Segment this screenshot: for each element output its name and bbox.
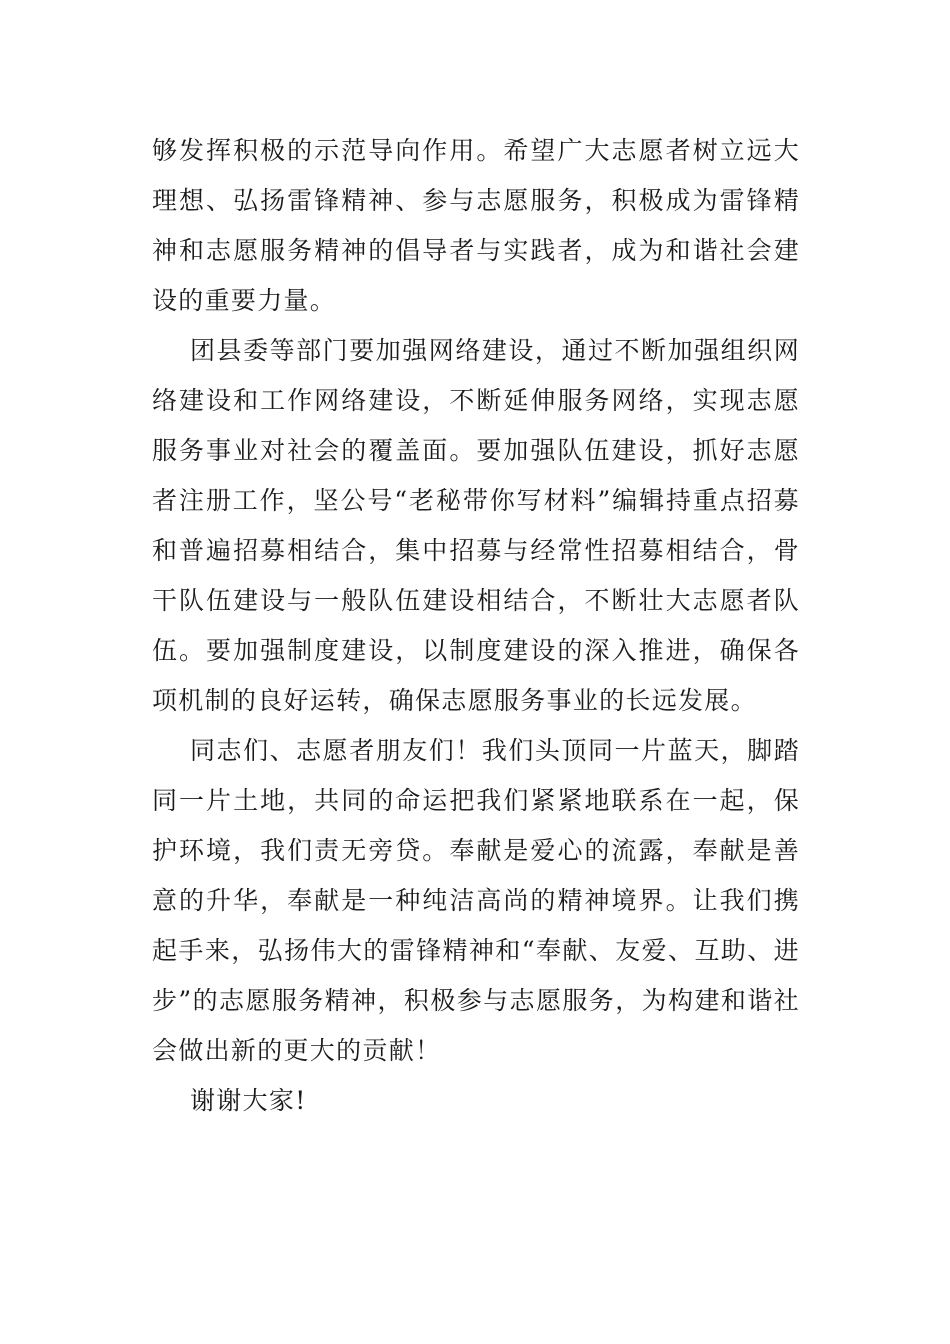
paragraph-closing-thanks: 谢谢大家! <box>190 1086 307 1115</box>
paragraph-network-building: 团县委等部门要加强网络建设，通过不断加强组织网络建设和工作网络建设，不断延伸服务网络，实现志愿服务事业对社会的覆盖面。要加强队伍建设，抓好志愿者注册工作，坚公号“老秘带你写材料”编辑持重点招募和普遍招募相结合，集中招募与经常性招募相结合，骨干队伍建设与一般队伍建设相结合，不断壮大志愿者队伍。要加强制度建设，以制度建设的深入推进，确保各项机制的良好运转，确保志愿服务事业的长远发展。 <box>152 336 800 715</box>
paragraph-continuation: 够发挥积极的示范导向作用。希望广大志愿者树立远大理想、弘扬雷锋精神、参与志愿服务，积极成为雷锋精神和志愿服务精神的倡导者与实践者，成为和谐社会建设的重要力量。 <box>152 136 800 315</box>
paragraph-call-to-action: 同志们、志愿者朋友们！我们头顶同一片蓝天，脚踏同一片土地，共同的命运把我们紧紧地联系在一起，保护环境，我们责无旁贷。奉献是爱心的流露，奉献是善意的升华，奉献是一种纯洁高尚的精神境界。让我们携起手来，弘扬伟大的雷锋精神和“奉献、友爱、互助、进步”的志愿服务精神，积极参与志愿服务，为构建和谐社会做出新的更大的贡献！ <box>152 736 800 1065</box>
document-body <box>152 126 800 1126</box>
